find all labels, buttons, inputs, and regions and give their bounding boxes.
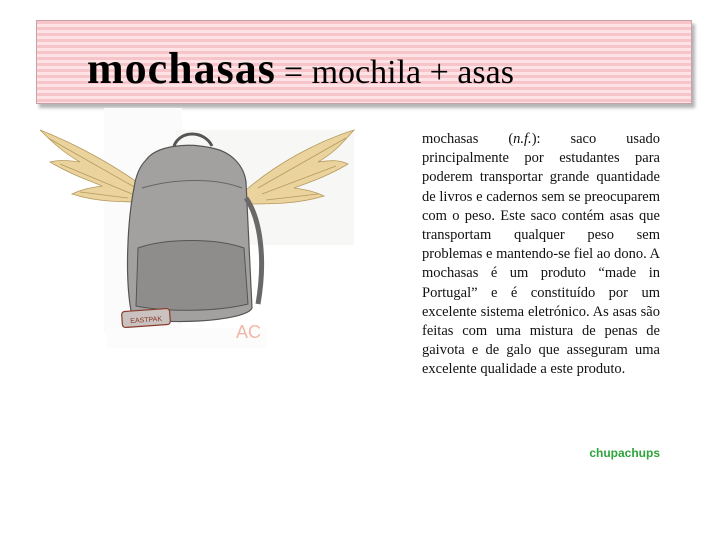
title-formula: = mochila + asas [283, 54, 514, 91]
part-of-speech-close: ): [531, 131, 541, 147]
definition-term: mochasas [422, 131, 479, 147]
author-label: chupachups [589, 446, 660, 460]
definition-text [422, 130, 660, 380]
brand-tag: EASTPAK [130, 315, 163, 326]
drawing-signature: AC [236, 322, 262, 342]
title-banner [36, 20, 692, 104]
definition-body: saco usado principalmente por estudantes para poderem transportar grande quantidade de livros e cadernos sem se preocuparem com o peso. Este saco contém asas que transportam qualquer peso sem problemas e mantendo-se fiel ao dono. A mochasas é um produto “made in Portugal” e é constituído por um excelente sistema eletrónico. As asas são feitas com uma mistura de penas de gaivota e de galo que asseguram uma excelente qualidade a este produto. [422, 131, 661, 378]
slide-title [87, 43, 514, 94]
backpack-drawing [36, 108, 366, 348]
title-word: mochasas [87, 44, 276, 93]
part-of-speech-open: ( [508, 131, 514, 147]
part-of-speech: n.f. [513, 131, 532, 147]
